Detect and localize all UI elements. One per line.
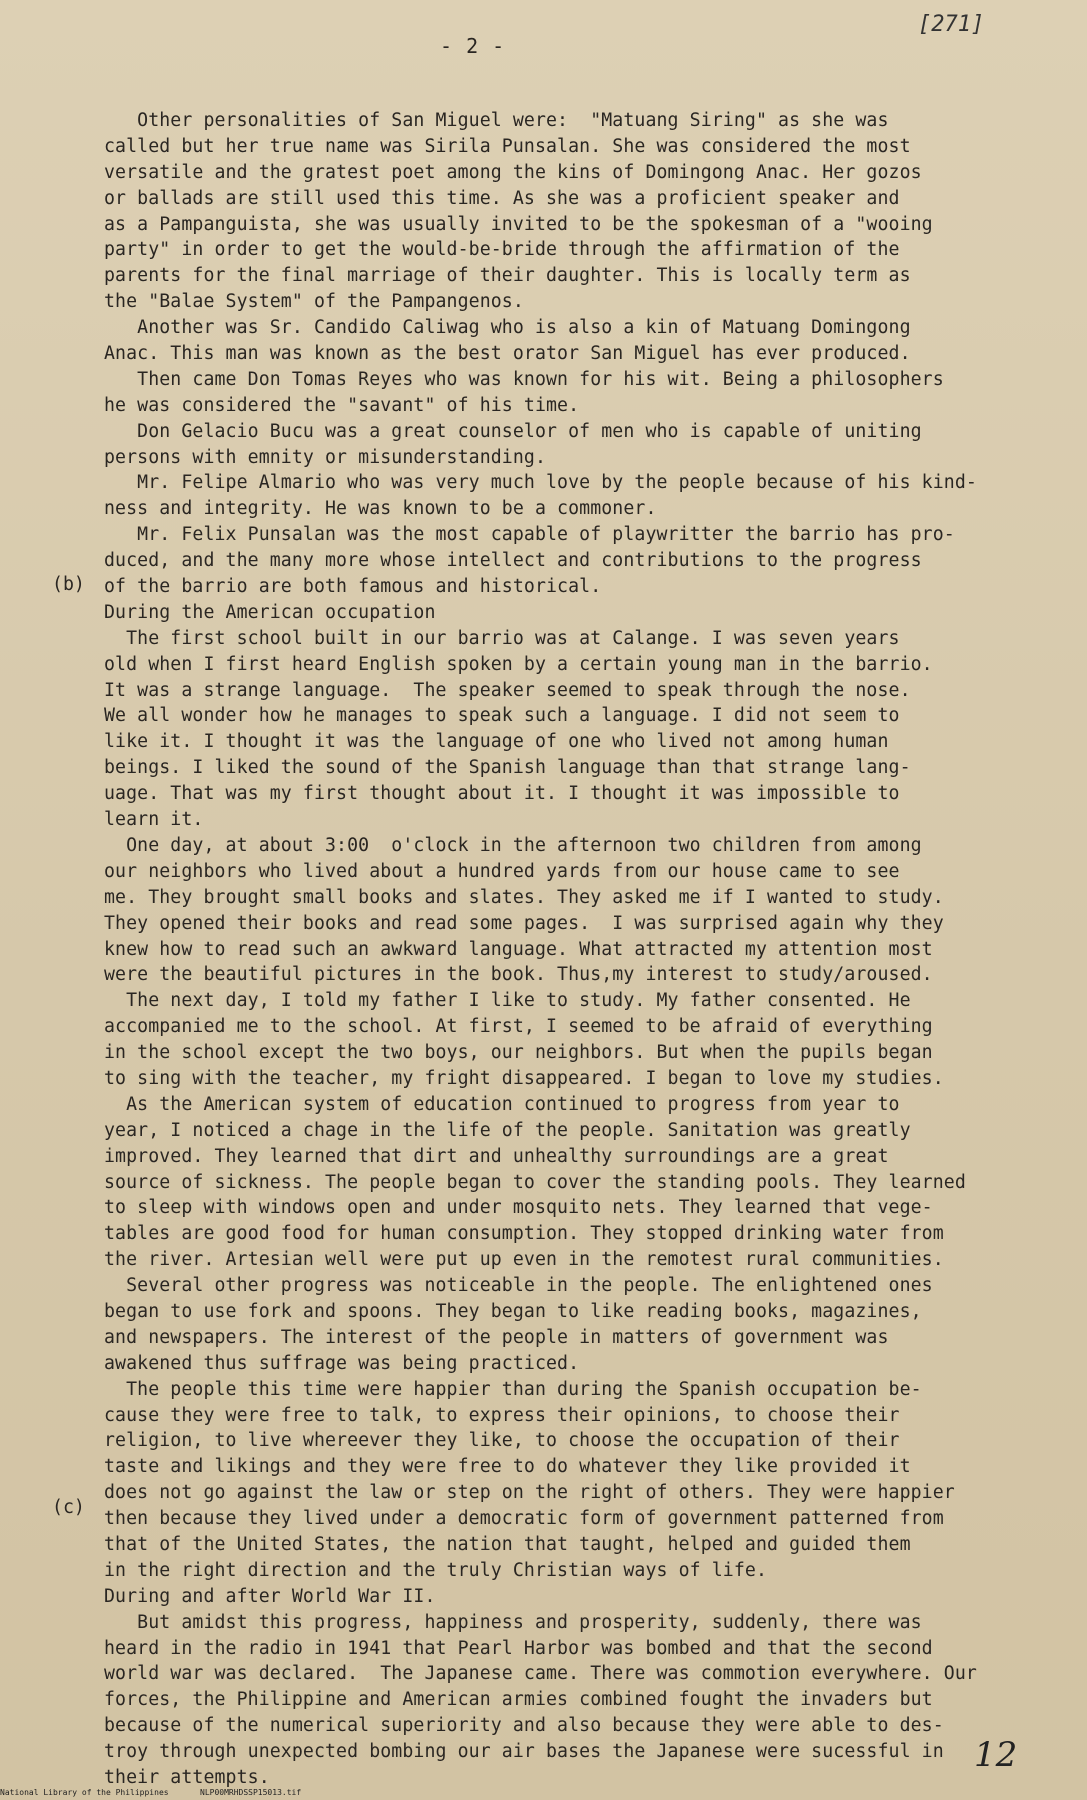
text-line: Don Gelacio Bucu was a great counselor of men who is capable of uniting	[104, 420, 922, 442]
text-line: world war was declared. The Japanese came. There was commotion everywhere. Our	[104, 1663, 977, 1685]
text-line: But amidst this progress, happiness and prosperity, suddenly, there was	[104, 1611, 922, 1633]
text-line: began to use fork and spoons. They began to like reading books, magazines,	[104, 1300, 922, 1322]
text-line: awakened thus suffrage was being practiced.	[104, 1352, 580, 1374]
text-line: Anac. This man was known as the best orator San Miguel has ever produced.	[104, 343, 911, 365]
page-number: - 2 -	[440, 34, 506, 58]
text-line: in the school except the two boys, our neighbors. But when the pupils began	[104, 1042, 933, 1064]
text-line: that of the United States, the nation that taught, helped and guided them	[104, 1533, 911, 1555]
text-line: religion, to live whereever they like, to choose the occupation of their	[104, 1430, 900, 1452]
text-line: improved. They learned that dirt and unhealthy surroundings are a great	[104, 1145, 889, 1167]
text-line: Mr. Felipe Almario who was very much love by the people because of his kind-	[104, 472, 977, 494]
text-line: The people this time were happier than during the Spanish occupation be-	[104, 1378, 922, 1400]
text-line: source of sickness. The people began to cover the standing pools. They learned	[104, 1171, 966, 1193]
text-line: the "Balae System" of the Pampangenos.	[104, 291, 524, 313]
text-line: During and after World War II.	[104, 1585, 436, 1607]
text-line: like it. I thought it was the language of one who lived not among human	[104, 731, 889, 753]
text-line: in the right direction and the truly Christian ways of life.	[104, 1559, 767, 1581]
text-line: does not go against the law or step on the right of others. They were happier	[104, 1482, 955, 1504]
archive-number: [271]	[918, 12, 985, 37]
text-line: They opened their books and read some pages. I was surprised again why they	[104, 912, 944, 934]
text-line: learn it.	[104, 809, 204, 831]
text-line: persons with emnity or misunderstanding.	[104, 446, 546, 468]
text-line: ness and integrity. He was known to be a commoner.	[104, 498, 657, 520]
file-name-footer: NLP00MRHDSSP15013.tif	[200, 1788, 302, 1797]
text-line: Another was Sr. Candido Caliwag who is also a kin of Matuang Domingong	[104, 317, 911, 339]
text-line: he was considered the "savant" of his time.	[104, 394, 580, 416]
text-line: their attempts.	[104, 1767, 270, 1788]
text-line: and newspapers. The interest of the people in matters of government was	[104, 1326, 889, 1348]
text-line: taste and likings and they were free to do whatever they like provided it	[104, 1456, 911, 1478]
text-line: cause they were free to talk, to express their opinions, to choose their	[104, 1404, 900, 1426]
text-line: duced, and the many more whose intellect and contributions to the progress	[104, 550, 922, 572]
text-line: called but her true name was Sirila Punsalan. She was considered the most	[104, 135, 911, 157]
text-line: were the beautiful pictures in the book. Thus,my interest to study/aroused.	[104, 964, 933, 986]
text-line: year, I noticed a chage in the life of the people. Sanitation was greatly	[104, 1119, 911, 1141]
handwritten-page-number: 12	[974, 1735, 1018, 1775]
text-line: versatile and the gratest poet among the kins of Domingong Anac. Her gozos	[104, 161, 922, 183]
text-line: Other personalities of San Miguel were: "Matuang Siring" as she was	[104, 110, 889, 131]
text-line: We all wonder how he manages to speak such a language. I did not seem to	[104, 705, 900, 727]
text-line: because of the numerical superiority and also because they were able to des-	[104, 1715, 944, 1737]
text-line: of the barrio are both famous and historical.	[104, 576, 602, 598]
typed-body-text	[104, 108, 1074, 1791]
text-line: to sleep with windows open and under mosquito nets. They learned that vege-	[104, 1197, 933, 1219]
text-line: the river. Artesian well were put up even in the remotest rural communities.	[104, 1249, 944, 1271]
text-line: or ballads are still used this time. As she was a proficient speaker and	[104, 187, 900, 209]
text-line: forces, the Philippine and American armies combined fought the invaders but	[104, 1689, 933, 1711]
library-footer: National Library of the Philippines	[0, 1788, 169, 1797]
text-line: The first school built in our barrio was at Calange. I was seven years	[104, 627, 900, 649]
text-line: uage. That was my first thought about it. I thought it was impossible to	[104, 783, 900, 805]
text-line: party" in order to get the would-be-bride through the affirmation of the	[104, 239, 900, 261]
text-line: old when I first heard English spoken by a certain young man in the barrio.	[104, 653, 933, 675]
text-line: Then came Don Tomas Reyes who was known for his wit. Being a philosophers	[104, 368, 944, 390]
text-line: Several other progress was noticeable in the people. The enlightened ones	[104, 1275, 933, 1297]
text-line: Mr. Felix Punsalan was the most capable of playwritter the barrio has pro-	[104, 524, 955, 546]
text-line: our neighbors who lived about a hundred yards from our house came to see	[104, 860, 900, 882]
text-line: accompanied me to the school. At first, I seemed to be afraid of everything	[104, 1016, 933, 1038]
text-line: It was a strange language. The speaker seemed to speak through the nose.	[104, 679, 911, 701]
text-line: beings. I liked the sound of the Spanish language than that strange lang-	[104, 757, 911, 779]
text-line: The next day, I told my father I like to study. My father consented. He	[104, 990, 911, 1012]
text-line: As the American system of education continued to progress from year to	[104, 1093, 900, 1115]
text-line: During the American occupation	[104, 601, 436, 623]
text-line: One day, at about 3:00 o'clock in the afternoon two children from among	[104, 834, 922, 856]
text-line: troy through unexpected bombing our air bases the Japanese were sucessful in	[104, 1741, 944, 1763]
section-label-b: (b)	[52, 574, 85, 595]
text-line: then because they lived under a democratic form of government patterned from	[104, 1508, 944, 1530]
text-line: knew how to read such an awkward language. What attracted my attention most	[104, 938, 933, 960]
text-line: to sing with the teacher, my fright disappeared. I began to love my studies.	[104, 1067, 944, 1089]
section-label-c: (c)	[52, 1497, 85, 1518]
text-line: parents for the final marriage of their daughter. This is locally term as	[104, 265, 911, 287]
text-line: me. They brought small books and slates. They asked me if I wanted to study.	[104, 886, 944, 908]
text-line: as a Pampanguista, she was usually invited to be the spokesman of a "wooing	[104, 213, 933, 235]
text-line: tables are good food for human consumption. They stopped drinking water from	[104, 1223, 944, 1245]
text-line: heard in the radio in 1941 that Pearl Harbor was bombed and that the second	[104, 1637, 933, 1659]
